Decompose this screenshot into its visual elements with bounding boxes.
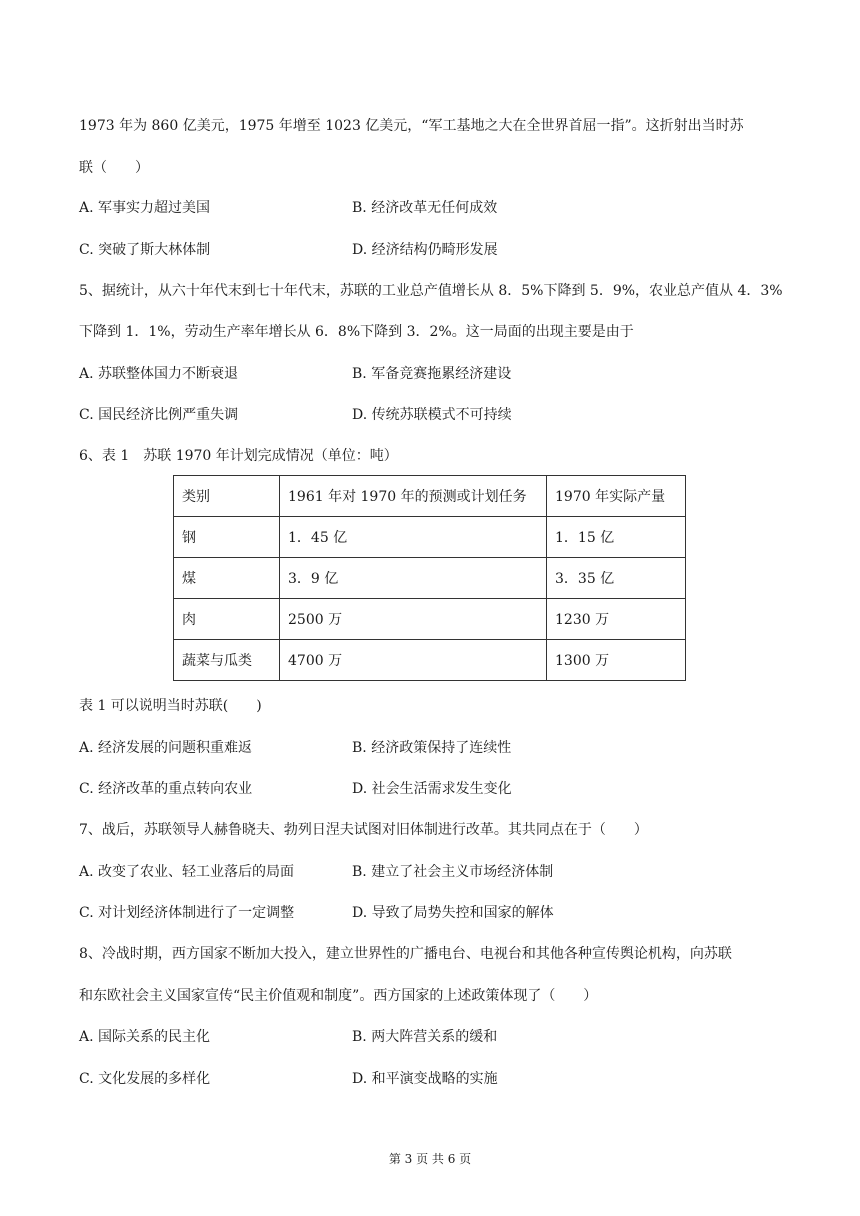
q4-option-b: B. 经济改革无任何成效 [352, 200, 498, 216]
q6-option-d: D. 社会生活需求发生变化 [352, 781, 512, 797]
q4-stem-line2: 联（ ） [79, 160, 149, 176]
q8-stem-line1: 8、冷战时期，西方国家不断加大投入，建立世界性的广播电台、电视台和其他各种宣传舆论机构，向苏联 [79, 946, 732, 962]
q6-option-c: C. 经济改革的重点转向农业 [79, 781, 253, 797]
q5-stem-line1: 5、据统计，从六十年代末到七十年代末，苏联的工业总产值增长从 8．5%下降到 5．9%，农业总产值从 4．3% [79, 283, 783, 299]
table-cell: 蔬菜与瓜类 [174, 640, 280, 681]
q7-stem: 7、战后，苏联领导人赫鲁晓夫、勃列日涅夫试图对旧体制进行改革。其共同点在于（ ） [79, 822, 648, 838]
q4-option-c: C. 突破了斯大林体制 [79, 242, 211, 258]
q8-option-a: A. 国际关系的民主化 [79, 1029, 211, 1045]
q6-option-b: B. 经济政策保持了连续性 [352, 740, 512, 756]
q7-option-d: D. 导致了局势失控和国家的解体 [352, 905, 554, 921]
q8-option-c: C. 文化发展的多样化 [79, 1071, 211, 1087]
table-header-row [174, 476, 686, 517]
table-cell: 3．35 亿 [547, 558, 686, 599]
q8-option-b: B. 两大阵营关系的缓和 [352, 1029, 498, 1045]
production-table [173, 475, 686, 681]
q4-option-a: A. 军事实力超过美国 [79, 200, 211, 216]
table-cell: 2500 万 [280, 599, 547, 640]
q7-option-a: A. 改变了农业、轻工业落后的局面 [79, 864, 295, 880]
q8-stem-line2: 和东欧社会主义国家宣传“民主价值观和制度”。西方国家的上述政策体现了（ ） [79, 988, 598, 1004]
q5-option-b: B. 军备竞赛拖累经济建设 [352, 366, 512, 382]
table-cell: 4700 万 [280, 640, 547, 681]
table-cell: 3．9 亿 [280, 558, 547, 599]
table-row [174, 599, 686, 640]
table-cell: 1300 万 [547, 640, 686, 681]
q4-option-d: D. 经济结构仍畸形发展 [352, 242, 498, 258]
table-cell: 肉 [174, 599, 280, 640]
q5-option-d: D. 传统苏联模式不可持续 [352, 407, 512, 423]
q6-option-a: A. 经济发展的问题积重难返 [79, 740, 253, 756]
q6-stem: 表 1 可以说明当时苏联( ) [79, 698, 262, 714]
table-cell: 1．45 亿 [280, 517, 547, 558]
table-cell: 钢 [174, 517, 280, 558]
q5-option-c: C. 国民经济比例严重失调 [79, 407, 239, 423]
q5-option-a: A. 苏联整体国力不断衰退 [79, 366, 239, 382]
table-header-cell: 1970 年实际产量 [547, 476, 686, 517]
q8-option-d: D. 和平演变战略的实施 [352, 1071, 498, 1087]
q7-option-c: C. 对计划经济体制进行了一定调整 [79, 905, 295, 921]
page-footer: 第 3 页 共 6 页 [388, 1152, 472, 1166]
table-row [174, 517, 686, 558]
table-cell: 煤 [174, 558, 280, 599]
table-cell: 1230 万 [547, 599, 686, 640]
table-header-cell: 1961 年对 1970 年的预测或计划任务 [280, 476, 547, 517]
table-header-cell: 类别 [174, 476, 280, 517]
q5-stem-line2: 下降到 1．1%，劳动生产率年增长从 6．8%下降到 3．2%。这一局面的出现主要是由于 [79, 324, 634, 340]
q4-stem-line1: 1973 年为 860 亿美元，1975 年增至 1023 亿美元，“军工基地之大在全世界首屈一指”。这折射出当时苏 [79, 118, 744, 134]
table-row [174, 640, 686, 681]
table-row [174, 558, 686, 599]
table-cell: 1．15 亿 [547, 517, 686, 558]
q7-option-b: B. 建立了社会主义市场经济体制 [352, 864, 554, 880]
q6-table-caption: 6、表 1 苏联 1970 年计划完成情况（单位：吨） [79, 448, 398, 464]
